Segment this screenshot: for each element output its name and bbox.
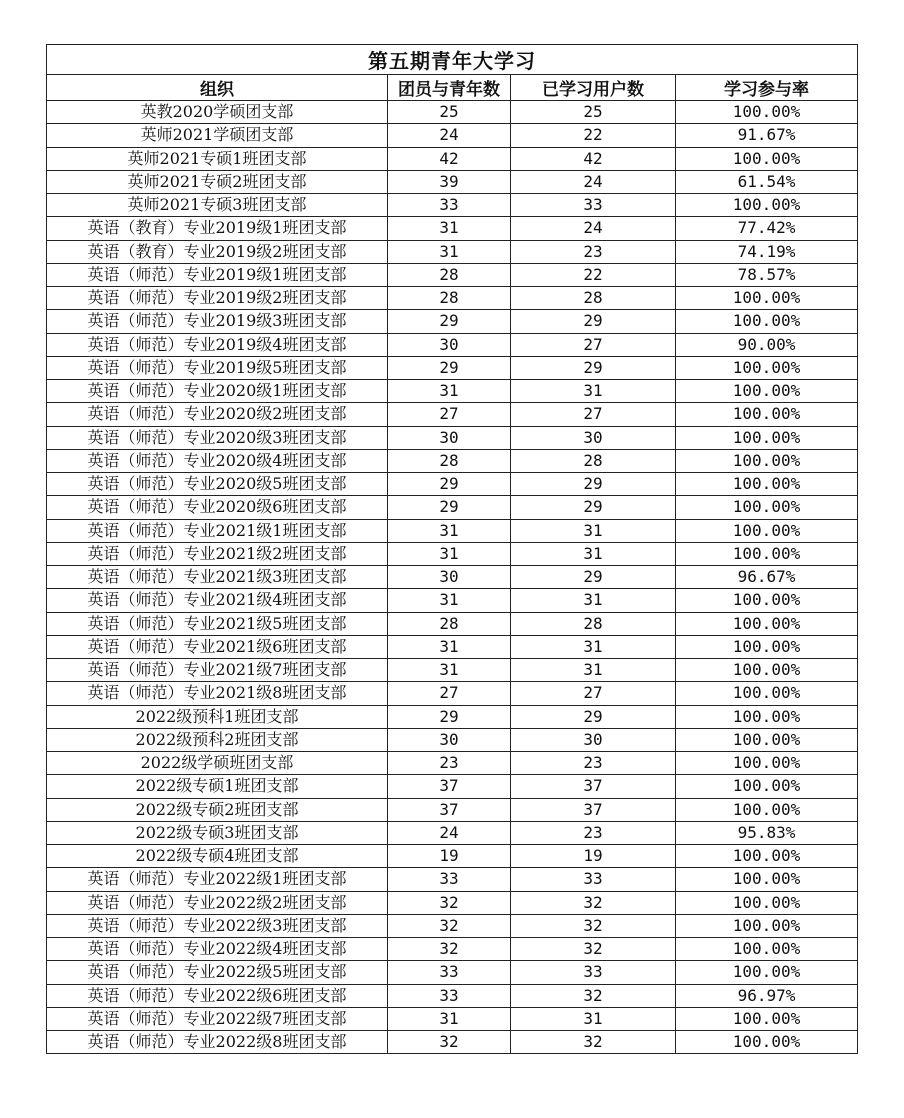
members-cell: 33: [388, 984, 511, 1007]
table-row: [47, 845, 858, 868]
members-cell: 37: [388, 775, 511, 798]
members-cell: 29: [388, 356, 511, 379]
table-row: [47, 170, 858, 193]
org-cell: 英语（师范）专业2021级8班团支部: [47, 682, 388, 705]
table-row: [47, 914, 858, 937]
learned-cell: 29: [511, 705, 676, 728]
members-cell: 31: [388, 635, 511, 658]
org-cell: 2022级专硕3班团支部: [47, 821, 388, 844]
learned-cell: 23: [511, 821, 676, 844]
rate-cell: 100.00%: [676, 914, 858, 937]
rate-cell: 74.19%: [676, 240, 858, 263]
learned-cell: 30: [511, 426, 676, 449]
rate-cell: 100.00%: [676, 403, 858, 426]
rate-cell: 100.00%: [676, 542, 858, 565]
rate-cell: 96.67%: [676, 566, 858, 589]
study-participation-table: [46, 44, 858, 1054]
learned-cell: 33: [511, 868, 676, 891]
rate-cell: 100.00%: [676, 380, 858, 403]
org-cell: 英语（师范）专业2022级6班团支部: [47, 984, 388, 1007]
learned-cell: 22: [511, 263, 676, 286]
rate-cell: 100.00%: [676, 287, 858, 310]
learned-cell: 32: [511, 984, 676, 1007]
learned-cell: 22: [511, 124, 676, 147]
header-row: [47, 75, 858, 101]
rate-cell: 100.00%: [676, 682, 858, 705]
table-row: [47, 147, 858, 170]
org-cell: 英语（师范）专业2022级8班团支部: [47, 1031, 388, 1054]
members-cell: 28: [388, 287, 511, 310]
table-row: [47, 1031, 858, 1054]
org-cell: 英语（师范）专业2022级5班团支部: [47, 961, 388, 984]
table-row: [47, 612, 858, 635]
org-cell: 2022级专硕1班团支部: [47, 775, 388, 798]
table-row: [47, 287, 858, 310]
header-rate: 学习参与率: [676, 75, 858, 101]
members-cell: 37: [388, 798, 511, 821]
org-cell: 英语（教育）专业2019级2班团支部: [47, 240, 388, 263]
table-row: [47, 798, 858, 821]
members-cell: 32: [388, 1031, 511, 1054]
learned-cell: 30: [511, 728, 676, 751]
table-row: [47, 566, 858, 589]
table-row: [47, 380, 858, 403]
rate-cell: 100.00%: [676, 473, 858, 496]
learned-cell: 23: [511, 240, 676, 263]
org-cell: 英语（师范）专业2022级4班团支部: [47, 938, 388, 961]
rate-cell: 100.00%: [676, 147, 858, 170]
table-row: [47, 426, 858, 449]
members-cell: 30: [388, 566, 511, 589]
members-cell: 30: [388, 426, 511, 449]
org-cell: 英语（师范）专业2021级5班团支部: [47, 612, 388, 635]
org-cell: 英师2021学硕团支部: [47, 124, 388, 147]
members-cell: 27: [388, 682, 511, 705]
org-cell: 英语（师范）专业2022级3班团支部: [47, 914, 388, 937]
table-row: [47, 728, 858, 751]
members-cell: 32: [388, 891, 511, 914]
rate-cell: 100.00%: [676, 101, 858, 124]
learned-cell: 25: [511, 101, 676, 124]
rate-cell: 100.00%: [676, 635, 858, 658]
org-cell: 英语（师范）专业2022级2班团支部: [47, 891, 388, 914]
learned-cell: 31: [511, 589, 676, 612]
table-row: [47, 775, 858, 798]
table-row: [47, 891, 858, 914]
members-cell: 31: [388, 217, 511, 240]
rate-cell: 100.00%: [676, 868, 858, 891]
title-row: [47, 45, 858, 75]
table-row: [47, 961, 858, 984]
rate-cell: 78.57%: [676, 263, 858, 286]
table-row: [47, 938, 858, 961]
table-row: [47, 682, 858, 705]
org-cell: 英语（师范）专业2020级3班团支部: [47, 426, 388, 449]
learned-cell: 31: [511, 519, 676, 542]
members-cell: 31: [388, 240, 511, 263]
rate-cell: 100.00%: [676, 356, 858, 379]
learned-cell: 33: [511, 961, 676, 984]
org-cell: 英语（师范）专业2021级6班团支部: [47, 635, 388, 658]
header-org: 组织: [47, 75, 388, 101]
table-row: [47, 496, 858, 519]
rate-cell: 61.54%: [676, 170, 858, 193]
rate-cell: 100.00%: [676, 310, 858, 333]
learned-cell: 31: [511, 1007, 676, 1030]
learned-cell: 29: [511, 356, 676, 379]
table-row: [47, 752, 858, 775]
table-row: [47, 101, 858, 124]
table-row: [47, 984, 858, 1007]
members-cell: 31: [388, 380, 511, 403]
rate-cell: 100.00%: [676, 728, 858, 751]
table-row: [47, 589, 858, 612]
table-row: [47, 449, 858, 472]
table-row: [47, 659, 858, 682]
rate-cell: 96.97%: [676, 984, 858, 1007]
org-cell: 英语（师范）专业2020级4班团支部: [47, 449, 388, 472]
rate-cell: 100.00%: [676, 519, 858, 542]
members-cell: 29: [388, 705, 511, 728]
learned-cell: 31: [511, 635, 676, 658]
learned-cell: 28: [511, 449, 676, 472]
learned-cell: 31: [511, 380, 676, 403]
table-row: [47, 635, 858, 658]
members-cell: 39: [388, 170, 511, 193]
learned-cell: 31: [511, 542, 676, 565]
members-cell: 28: [388, 449, 511, 472]
table-row: [47, 821, 858, 844]
rate-cell: 100.00%: [676, 705, 858, 728]
members-cell: 28: [388, 263, 511, 286]
rate-cell: 100.00%: [676, 845, 858, 868]
learned-cell: 42: [511, 147, 676, 170]
org-cell: 英语（师范）专业2022级1班团支部: [47, 868, 388, 891]
org-cell: 英语（师范）专业2022级7班团支部: [47, 1007, 388, 1030]
learned-cell: 29: [511, 496, 676, 519]
table-row: [47, 1007, 858, 1030]
learned-cell: 27: [511, 403, 676, 426]
table-row: [47, 705, 858, 728]
table-row: [47, 124, 858, 147]
learned-cell: 33: [511, 194, 676, 217]
rate-cell: 100.00%: [676, 612, 858, 635]
org-cell: 英语（师范）专业2019级5班团支部: [47, 356, 388, 379]
members-cell: 29: [388, 473, 511, 496]
org-cell: 英语（师范）专业2021级7班团支部: [47, 659, 388, 682]
learned-cell: 27: [511, 682, 676, 705]
learned-cell: 37: [511, 775, 676, 798]
learned-cell: 19: [511, 845, 676, 868]
org-cell: 英语（师范）专业2019级3班团支部: [47, 310, 388, 333]
table-row: [47, 194, 858, 217]
org-cell: 英师2021专硕3班团支部: [47, 194, 388, 217]
table-row: [47, 240, 858, 263]
members-cell: 31: [388, 589, 511, 612]
org-cell: 2022级学硕班团支部: [47, 752, 388, 775]
rate-cell: 100.00%: [676, 426, 858, 449]
learned-cell: 27: [511, 333, 676, 356]
table-row: [47, 403, 858, 426]
learned-cell: 32: [511, 891, 676, 914]
rate-cell: 95.83%: [676, 821, 858, 844]
members-cell: 29: [388, 310, 511, 333]
org-cell: 2022级专硕2班团支部: [47, 798, 388, 821]
table-row: [47, 473, 858, 496]
table-row: [47, 333, 858, 356]
rate-cell: 100.00%: [676, 891, 858, 914]
table-row: [47, 310, 858, 333]
org-cell: 英语（师范）专业2020级2班团支部: [47, 403, 388, 426]
learned-cell: 24: [511, 170, 676, 193]
table-row: [47, 542, 858, 565]
members-cell: 27: [388, 403, 511, 426]
learned-cell: 32: [511, 938, 676, 961]
rate-cell: 77.42%: [676, 217, 858, 240]
members-cell: 31: [388, 659, 511, 682]
table-row: [47, 356, 858, 379]
rate-cell: 100.00%: [676, 496, 858, 519]
learned-cell: 24: [511, 217, 676, 240]
rate-cell: 100.00%: [676, 938, 858, 961]
learned-cell: 29: [511, 566, 676, 589]
org-cell: 英师2021专硕1班团支部: [47, 147, 388, 170]
learned-cell: 29: [511, 473, 676, 496]
org-cell: 英语（师范）专业2019级1班团支部: [47, 263, 388, 286]
rate-cell: 100.00%: [676, 1031, 858, 1054]
members-cell: 33: [388, 961, 511, 984]
table-row: [47, 217, 858, 240]
learned-cell: 32: [511, 1031, 676, 1054]
org-cell: 英语（师范）专业2020级1班团支部: [47, 380, 388, 403]
members-cell: 19: [388, 845, 511, 868]
members-cell: 33: [388, 868, 511, 891]
members-cell: 25: [388, 101, 511, 124]
members-cell: 42: [388, 147, 511, 170]
rate-cell: 100.00%: [676, 961, 858, 984]
members-cell: 24: [388, 821, 511, 844]
learned-cell: 31: [511, 659, 676, 682]
table-row: [47, 868, 858, 891]
org-cell: 英语（师范）专业2021级4班团支部: [47, 589, 388, 612]
rate-cell: 91.67%: [676, 124, 858, 147]
learned-cell: 29: [511, 310, 676, 333]
org-cell: 英语（教育）专业2019级1班团支部: [47, 217, 388, 240]
org-cell: 2022级预科1班团支部: [47, 705, 388, 728]
members-cell: 31: [388, 542, 511, 565]
org-cell: 英师2021专硕2班团支部: [47, 170, 388, 193]
org-cell: 2022级预科2班团支部: [47, 728, 388, 751]
members-cell: 31: [388, 519, 511, 542]
table-row: [47, 519, 858, 542]
learned-cell: 37: [511, 798, 676, 821]
members-cell: 32: [388, 914, 511, 937]
org-cell: 英语（师范）专业2019级4班团支部: [47, 333, 388, 356]
learned-cell: 32: [511, 914, 676, 937]
header-members: 团员与青年数: [388, 75, 511, 101]
members-cell: 29: [388, 496, 511, 519]
members-cell: 30: [388, 333, 511, 356]
org-cell: 2022级专硕4班团支部: [47, 845, 388, 868]
rate-cell: 100.00%: [676, 775, 858, 798]
rate-cell: 100.00%: [676, 752, 858, 775]
header-learned: 已学习用户数: [511, 75, 676, 101]
members-cell: 31: [388, 1007, 511, 1030]
rate-cell: 100.00%: [676, 449, 858, 472]
org-cell: 英语（师范）专业2021级1班团支部: [47, 519, 388, 542]
org-cell: 英语（师范）专业2021级3班团支部: [47, 566, 388, 589]
rate-cell: 100.00%: [676, 798, 858, 821]
org-cell: 英语（师范）专业2020级5班团支部: [47, 473, 388, 496]
rate-cell: 100.00%: [676, 1007, 858, 1030]
members-cell: 33: [388, 194, 511, 217]
members-cell: 28: [388, 612, 511, 635]
members-cell: 24: [388, 124, 511, 147]
learned-cell: 28: [511, 287, 676, 310]
learned-cell: 28: [511, 612, 676, 635]
learned-cell: 23: [511, 752, 676, 775]
table-title: 第五期青年大学习: [47, 45, 858, 75]
table-row: [47, 263, 858, 286]
rate-cell: 100.00%: [676, 659, 858, 682]
members-cell: 23: [388, 752, 511, 775]
org-cell: 英语（师范）专业2021级2班团支部: [47, 542, 388, 565]
org-cell: 英语（师范）专业2019级2班团支部: [47, 287, 388, 310]
rate-cell: 100.00%: [676, 589, 858, 612]
rate-cell: 100.00%: [676, 194, 858, 217]
members-cell: 32: [388, 938, 511, 961]
org-cell: 英语（师范）专业2020级6班团支部: [47, 496, 388, 519]
rate-cell: 90.00%: [676, 333, 858, 356]
org-cell: 英教2020学硕团支部: [47, 101, 388, 124]
members-cell: 30: [388, 728, 511, 751]
